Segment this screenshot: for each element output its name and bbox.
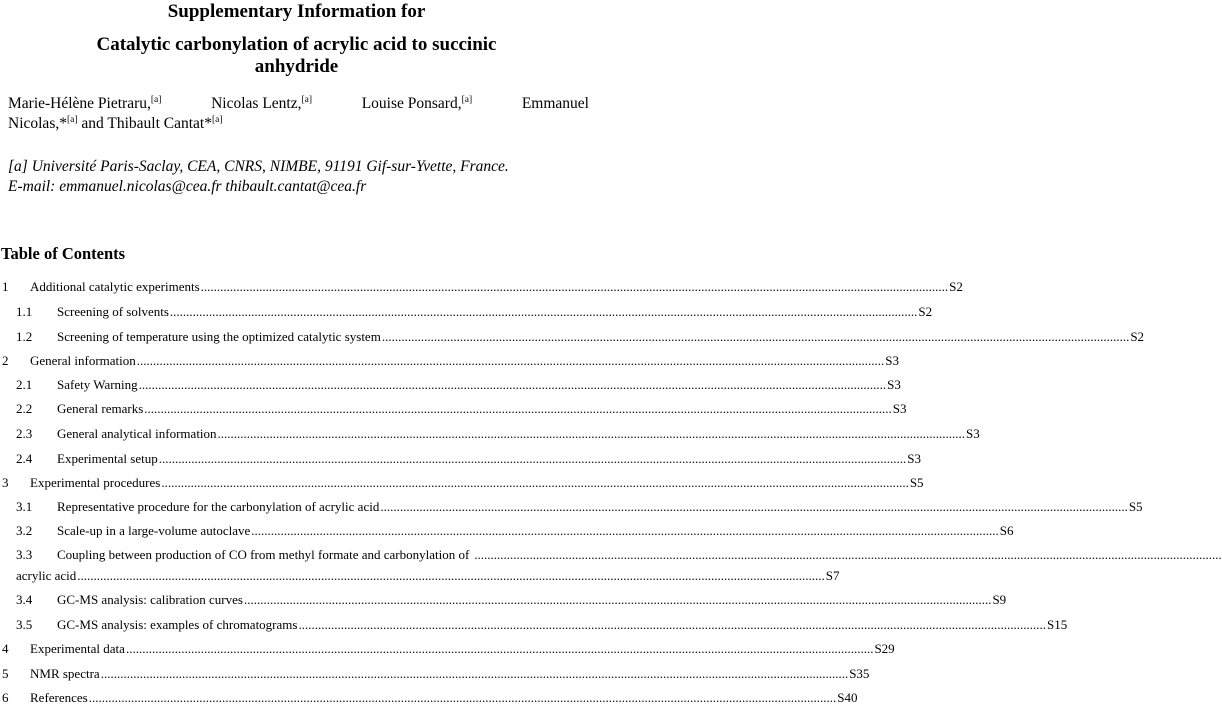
author-name: Emmanuel xyxy=(521,95,589,112)
toc-entry-page: S3 xyxy=(907,451,921,466)
title-line-2: Catalytic carbonylation of acrylic acid to succinic xyxy=(96,34,497,55)
toc-leader-dots xyxy=(126,640,874,658)
toc-entry-label: Screening of solvents xyxy=(57,304,169,319)
title-line-3: anhydride xyxy=(254,56,339,77)
toc-leader-dots xyxy=(161,474,909,492)
toc-entry-label: Experimental data xyxy=(30,641,125,656)
toc-entry-label: General analytical information xyxy=(57,426,217,441)
toc-entry[interactable] xyxy=(0,591,1007,609)
toc-entry[interactable] xyxy=(0,616,1068,634)
toc-entry-number: 3.5 xyxy=(16,617,33,632)
author-name: Nicolas,*[a] xyxy=(8,114,78,132)
toc-entry-label: GC-MS analysis: calibration curves xyxy=(57,592,243,607)
toc-leader-dots xyxy=(218,425,966,443)
toc-entry-page: S5 xyxy=(909,475,924,490)
toc-entry-label: Coupling between production of CO from methyl formate and carbonylation of xyxy=(57,547,470,562)
toc-entry-page: S35 xyxy=(849,666,870,681)
toc-leader-dots xyxy=(139,376,887,394)
toc-entry-number: 5 xyxy=(2,666,9,681)
toc-leader-dots xyxy=(201,278,949,296)
toc-entry[interactable] xyxy=(0,522,1014,540)
toc-entry[interactable] xyxy=(0,352,899,370)
toc-entry-page: S6 xyxy=(999,523,1014,538)
toc-entry-number: 4 xyxy=(2,641,9,656)
toc-entry-page: S29 xyxy=(874,641,895,656)
toc-entry[interactable] xyxy=(0,303,933,321)
toc-entry-page: S5 xyxy=(1128,499,1143,514)
author-list xyxy=(8,94,589,134)
toc-entry[interactable] xyxy=(0,328,1145,346)
toc-entry-page: S2 xyxy=(949,279,963,294)
toc-entry[interactable] xyxy=(0,640,895,658)
toc-entry-label: Experimental setup xyxy=(57,451,158,466)
affiliation: [a] Université Paris-Saclay, CEA, CNRS, NIMBE, 91191 Gif-sur-Yvette, France. xyxy=(8,158,509,175)
toc-entry-number: 2.4 xyxy=(16,451,33,466)
toc-entry-number: 2.3 xyxy=(16,426,33,441)
affiliation-block xyxy=(8,157,509,197)
toc-entry-label: Safety Warning xyxy=(57,377,138,392)
toc-entry-number: 3.4 xyxy=(16,592,33,607)
toc-leader-dots xyxy=(298,616,1046,634)
toc-entry-page: S7 xyxy=(825,568,840,583)
toc-entry-label: GC-MS analysis: examples of chromatograms xyxy=(57,617,298,632)
toc-entry-label: General information xyxy=(30,353,136,368)
toc-leader-dots xyxy=(137,352,885,370)
toc-entry-label: Additional catalytic experiments xyxy=(30,279,200,294)
toc-entry-number: 3 xyxy=(2,475,9,490)
toc-entry-page: S2 xyxy=(918,304,933,319)
toc-entry-number: 1 xyxy=(2,279,9,294)
toc-entry-label: Experimental procedures xyxy=(30,475,161,490)
author-name: and Thibault Cantat*[a] xyxy=(77,114,223,132)
toc-entry-label: Representative procedure for the carbonylation of acrylic acid xyxy=(57,499,380,514)
toc-leader-dots xyxy=(101,665,849,683)
toc-leader-dots xyxy=(251,522,999,540)
toc-entry-label: Screening of temperature using the optimized catalytic system xyxy=(57,329,381,344)
toc-entry[interactable] xyxy=(0,689,858,707)
toc-entry-label: Scale-up in a large-volume autoclave xyxy=(57,523,251,538)
toc-entry-page: S15 xyxy=(1046,617,1068,632)
author-name: Nicolas Lentz,[a] xyxy=(211,94,313,112)
toc-entry-page: S3 xyxy=(887,377,901,392)
toc-entry-number: 1.1 xyxy=(16,304,33,319)
toc-entry[interactable] xyxy=(0,450,921,468)
author-name: Marie-Hélène Pietraru,[a] xyxy=(8,94,162,112)
toc-entry[interactable] xyxy=(0,278,963,296)
toc-entry[interactable] xyxy=(0,665,870,683)
toc-entry[interactable] xyxy=(0,425,980,443)
author-name: Louise Ponsard,[a] xyxy=(361,94,473,112)
toc-entry-number: 3.3 xyxy=(16,547,33,562)
toc-leader-dots xyxy=(474,546,552,564)
toc-leader-dots xyxy=(159,450,907,468)
toc-leader-dots xyxy=(380,498,1128,516)
toc-entry-number: 2 xyxy=(2,353,9,368)
toc-entry-label: References xyxy=(30,690,88,705)
toc-leader-dots xyxy=(77,567,825,585)
toc-entry[interactable] xyxy=(0,546,593,564)
toc-entry-label: General remarks xyxy=(57,401,144,416)
toc-leader-dots xyxy=(89,689,837,707)
toc-leader-dots xyxy=(144,400,892,418)
toc-entry-number: 2.1 xyxy=(16,377,33,392)
title-line-1: Supplementary Information for xyxy=(167,1,426,22)
toc-entry[interactable] xyxy=(0,400,907,418)
toc-heading: Table of Contents xyxy=(1,244,126,263)
toc-entry-number: 3.2 xyxy=(16,523,33,538)
toc-entry-label: NMR spectra xyxy=(30,666,100,681)
toc-entry-page: S3 xyxy=(966,426,980,441)
toc-entry-page: S40 xyxy=(837,690,858,705)
author-line-1 xyxy=(8,94,589,114)
toc-entry[interactable] xyxy=(0,376,901,394)
toc-entry-number: 2.2 xyxy=(16,401,33,416)
toc-entry-number: 6 xyxy=(2,690,9,705)
toc-entry-number: 1.2 xyxy=(16,329,33,344)
toc-entry-page: S9 xyxy=(992,592,1007,607)
toc-entry-number: 3.1 xyxy=(16,499,33,514)
toc-entry[interactable] xyxy=(0,567,840,585)
contact-email: E-mail: emmanuel.nicolas@cea.fr thibault.cantat@cea.fr xyxy=(8,178,367,195)
toc-entry-label: acrylic acid xyxy=(16,568,77,583)
toc-entry-page: S2 xyxy=(1130,329,1145,344)
toc-entry[interactable] xyxy=(0,498,1143,516)
toc-leader-dots xyxy=(170,303,918,321)
toc-entry[interactable] xyxy=(0,474,924,492)
toc-leader-dots xyxy=(382,328,1130,346)
author-line-2 xyxy=(8,114,589,134)
toc-entry-page: S3 xyxy=(885,353,899,368)
toc-leader-dots xyxy=(244,591,992,609)
toc-entry-page: S3 xyxy=(892,401,907,416)
